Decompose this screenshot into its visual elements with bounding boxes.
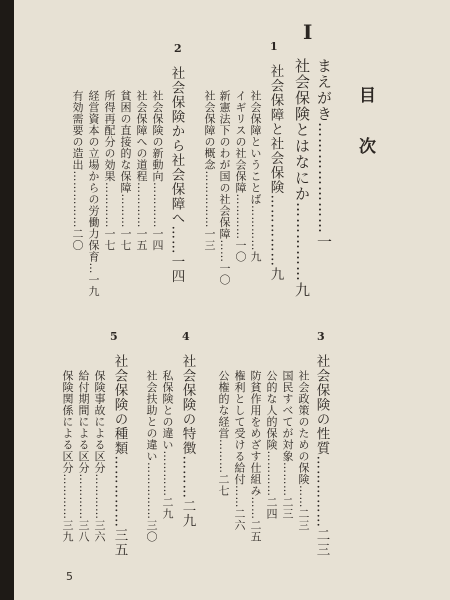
entry-page: 一五 <box>135 228 148 251</box>
section-heading <box>180 354 194 528</box>
leader-dots: ………… <box>77 473 90 520</box>
leader-dots: …… <box>297 485 310 508</box>
entry-label: 社会保障の概念 <box>203 90 216 171</box>
entry-page: 三〇 <box>145 519 158 543</box>
book-page <box>14 0 450 600</box>
chapter-label: 社会保険とはなにか <box>293 58 311 202</box>
chapter-page: 九 <box>293 282 311 298</box>
toc-entry <box>235 90 246 263</box>
leader-dots: …… <box>218 239 231 263</box>
leader-dots: ………… <box>234 193 247 240</box>
entry-label: 経営資本の立場からの労働力保育 <box>87 90 100 263</box>
section-number: 5 <box>110 330 118 343</box>
toc-entry <box>62 370 73 543</box>
chapter-heading <box>294 58 309 298</box>
entry-label: 防貧作用をめざす仕組み <box>249 370 262 497</box>
leader-dots: ………… <box>151 182 164 228</box>
toc-title: 目次 <box>355 86 375 188</box>
section-title: 社会保険の種類 <box>111 354 128 456</box>
toc-entry <box>266 370 277 520</box>
toc-entry <box>282 370 293 520</box>
entry-label: 社会保険の新動向 <box>151 90 164 182</box>
entry-page: 二六 <box>233 508 246 531</box>
section-page: 一四 <box>168 254 185 284</box>
section-number: 3 <box>317 330 325 343</box>
section-title: 社会保険の特徴 <box>179 354 196 456</box>
entry-label: 社会保障ということば <box>249 90 262 205</box>
leader-dots: …… <box>168 225 185 255</box>
entry-page: 一九 <box>87 274 100 297</box>
section-heading <box>268 64 282 282</box>
section-page: 九 <box>267 267 284 282</box>
toc-entry <box>152 90 163 251</box>
section-title: 社会保険から社会保障へ <box>168 66 185 226</box>
entry-page: 三八 <box>77 519 90 543</box>
entry-label: イギリスの社会保障 <box>234 90 247 194</box>
toc-entry <box>298 370 309 531</box>
entry-page: 一〇 <box>218 262 231 286</box>
entry-page: 二四 <box>265 496 278 520</box>
leader-dots: …………… <box>293 202 311 282</box>
entry-page: 一四 <box>151 228 164 251</box>
entry-page: 二三 <box>281 496 294 520</box>
toc-entry <box>219 90 230 286</box>
leader-dots: …………… <box>203 170 216 228</box>
entry-label: 国民すべてが対象 <box>281 370 294 462</box>
entry-label: 保険関係による区分 <box>61 370 74 474</box>
toc-entry <box>72 90 83 251</box>
leader-dots: ………… <box>61 473 74 520</box>
page-number: 5 <box>66 570 73 583</box>
entry-page: 一三 <box>203 228 216 251</box>
entry-page: 二九 <box>161 496 174 520</box>
toc-entry <box>250 370 261 543</box>
leader-dots: …………… <box>313 455 330 528</box>
entry-label: 社会扶助との違い <box>145 370 158 462</box>
toc-entry <box>162 370 173 520</box>
entry-page: 一七 <box>119 228 132 251</box>
entry-page: 二五 <box>249 519 262 543</box>
toc-entry <box>250 90 261 263</box>
entry-label: 公権的な経営 <box>217 370 230 439</box>
section-page: 二三 <box>313 528 330 557</box>
section-number: 1 <box>270 40 278 53</box>
toc-entry <box>146 370 157 543</box>
section-title: 社会保険の性質 <box>313 354 330 456</box>
leader-dots: …………… <box>267 194 284 267</box>
leader-dots: ………… <box>249 205 262 251</box>
toc-entry <box>204 90 215 251</box>
toc-entry <box>104 90 115 251</box>
leader-dots: ……… <box>119 193 132 228</box>
leader-dots: ……… <box>179 455 196 499</box>
entry-label: 有効需要の造出 <box>71 90 84 171</box>
section-heading <box>314 354 328 557</box>
toc-entry <box>88 90 99 297</box>
section-page: 二九 <box>179 499 196 528</box>
entry-label: 貧困の直接的な保障 <box>119 90 132 194</box>
entry-label: 保険事故による区分 <box>93 370 106 474</box>
toc-entry <box>234 370 245 531</box>
entry-label: 公的な人的保険 <box>265 370 278 451</box>
entry-label: 新憲法下のわが国の社会保障 <box>218 90 231 240</box>
entry-label: 私保険との違い <box>161 370 174 451</box>
entry-label: 社会政策のための保険 <box>297 370 310 485</box>
maegaki-label: まえがき <box>315 58 333 122</box>
maegaki-page: 一 <box>315 234 333 250</box>
entry-label: 所得再配分の効果 <box>103 90 116 182</box>
leader-dots: ……… <box>217 439 230 474</box>
toc-entry <box>94 370 105 543</box>
entry-label: 社会保障への道程 <box>135 90 148 182</box>
entry-page: 二七 <box>217 473 230 497</box>
leader-dots: ………… <box>93 473 106 520</box>
entry-page: 九 <box>249 251 262 263</box>
toc-entry <box>218 370 229 497</box>
section-title: 社会保障と社会保険 <box>267 64 284 195</box>
entry-label: 給付期間による区分 <box>77 370 90 474</box>
leader-dots: …………… <box>111 455 128 528</box>
toc-entry <box>78 370 89 543</box>
entry-page: 二三 <box>297 508 310 531</box>
leader-dots: ………… <box>135 182 148 228</box>
entry-label: 権利として受ける給付 <box>233 370 246 485</box>
entry-page: 一七 <box>103 228 116 251</box>
leader-dots: …………… <box>145 462 158 520</box>
entry-page: 三六 <box>93 519 106 543</box>
leader-dots: ………… <box>161 450 174 497</box>
leader-dots: ………… <box>265 450 278 497</box>
leader-dots: ………… <box>103 182 116 228</box>
section-heading <box>112 354 126 557</box>
leader-dots: ………………… <box>315 122 333 234</box>
leader-dots: …… <box>233 485 246 508</box>
maegaki-entry <box>316 58 331 250</box>
entry-page: 三九 <box>61 519 74 543</box>
part-numeral: I <box>303 20 313 44</box>
leader-dots: …………… <box>71 170 84 228</box>
section-number: 4 <box>182 330 190 343</box>
section-page: 三五 <box>111 528 128 557</box>
leader-dots: … <box>87 262 100 274</box>
entry-page: 一〇 <box>234 239 247 263</box>
leader-dots: …… <box>249 496 262 520</box>
entry-page: 二〇 <box>71 228 84 251</box>
toc-entry <box>136 90 147 251</box>
toc-entry <box>120 90 131 251</box>
leader-dots: ……… <box>281 462 294 497</box>
section-heading <box>169 66 183 284</box>
section-number: 2 <box>174 42 182 55</box>
